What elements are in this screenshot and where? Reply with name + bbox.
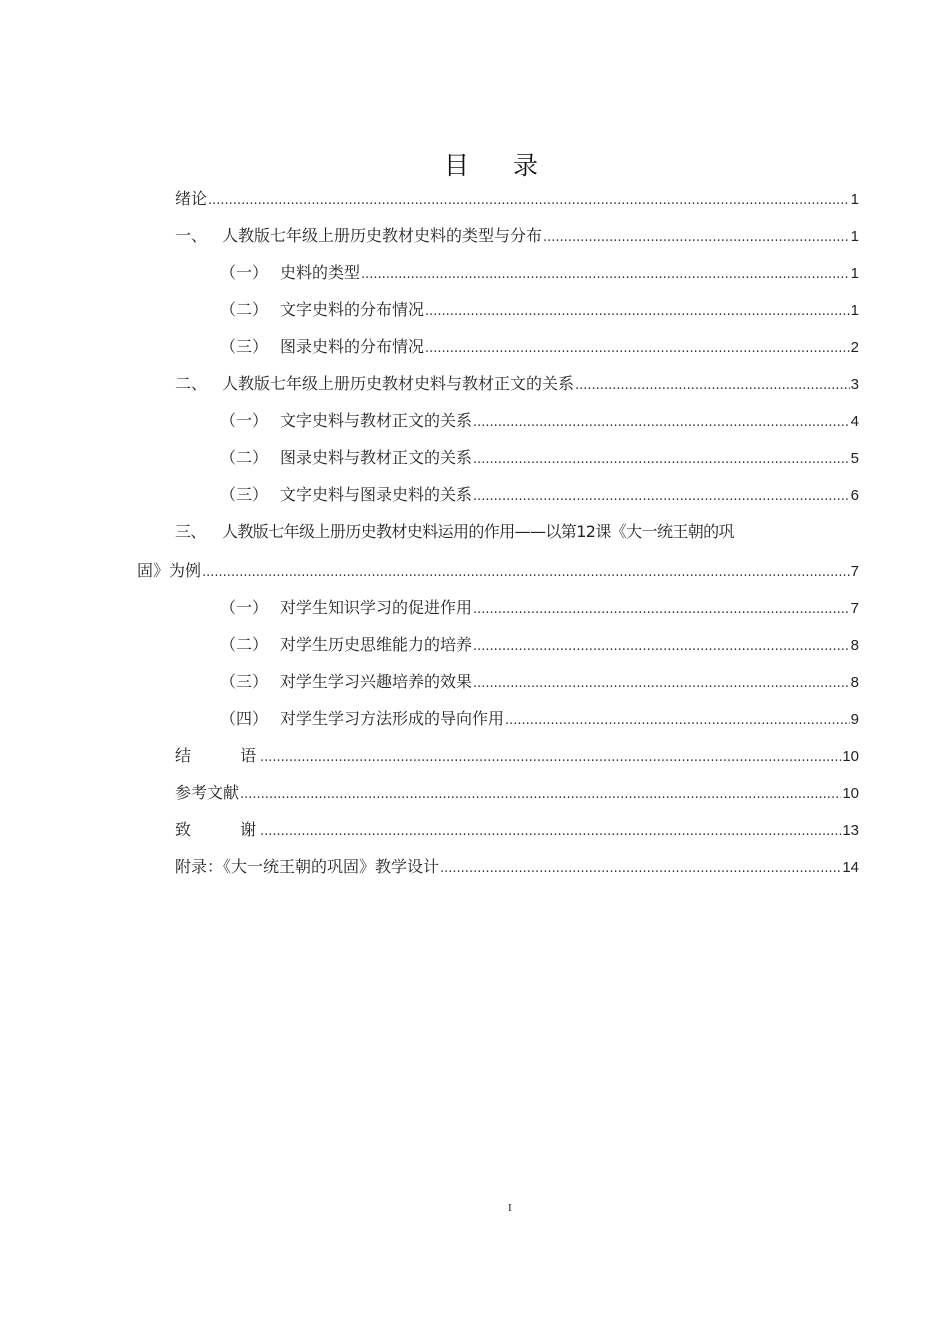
toc-entry[interactable] (137, 848, 859, 885)
toc-entry-text: 绪论 (175, 189, 208, 208)
toc-entry[interactable] (137, 589, 859, 626)
toc-entry-text: 参考文献 (175, 783, 240, 802)
toc-page-number: 8 (850, 637, 859, 654)
toc-page-number: 1 (850, 191, 859, 208)
toc-entry-prefix: （一） (220, 598, 269, 617)
toc-entry[interactable] (137, 774, 859, 811)
toc-entry-text: 人教版七年级上册历史教材史料运用的作用——以第12课《大一统王朝的巩 (222, 522, 734, 541)
toc-page-number: 5 (850, 450, 859, 467)
leader-dots (473, 663, 850, 702)
leader-dots (260, 737, 841, 776)
toc-entry-text: 附录：《大一统王朝的巩固》教学设计 (175, 857, 440, 876)
toc-entry[interactable] (137, 811, 859, 848)
toc-entry-text: 对学生学习方法形成的导向作用 (280, 709, 505, 728)
toc-entry-prefix: （三） (220, 337, 269, 356)
leader-dots (425, 291, 850, 330)
toc-entry-text: 对学生学习兴趣培养的效果 (280, 672, 473, 691)
toc-entry-text: 对学生历史思维能力的培养 (280, 635, 473, 654)
toc-entry-prefix: （二） (220, 300, 269, 319)
leader-dots (440, 848, 841, 887)
toc-entry-text: 史料的类型 (280, 263, 361, 282)
toc-entry[interactable] (137, 217, 859, 254)
leader-dots (473, 439, 850, 478)
leader-dots (240, 774, 841, 813)
toc-page-number: 10 (842, 748, 859, 765)
toc-page-number: 4 (850, 413, 859, 430)
toc-entry-text: 人教版七年级上册历史教材史料的类型与分布 (222, 226, 543, 245)
toc-page-number: 7 (850, 600, 859, 617)
leader-dots (473, 589, 850, 628)
toc-page-number: 3 (850, 376, 859, 393)
toc-page-number: 2 (850, 339, 859, 356)
toc-entry[interactable] (137, 180, 859, 217)
toc-entry-prefix: （三） (220, 672, 269, 691)
toc-page-number: 9 (850, 711, 859, 728)
toc-page-number: 14 (842, 859, 859, 876)
leader-dots (208, 180, 850, 219)
toc-entry[interactable] (137, 737, 859, 774)
toc-page-number: 6 (850, 487, 859, 504)
toc-entry[interactable] (137, 476, 859, 513)
leader-dots (473, 402, 850, 441)
toc-entry[interactable] (137, 439, 859, 476)
toc-entry[interactable] (137, 663, 859, 700)
toc-entry-prefix: 三、 (175, 522, 206, 541)
leader-dots (425, 328, 850, 367)
toc-title: 目 录 (444, 151, 556, 180)
toc-entry-prefix: （一） (220, 411, 269, 430)
leader-dots (473, 476, 850, 515)
toc-page-number: 8 (850, 674, 859, 691)
toc-entry-text: 图录史料的分布情况 (280, 337, 425, 356)
leader-dots (575, 365, 850, 404)
toc-entry-prefix: （一） (220, 263, 269, 282)
toc-entry-prefix: 一、 (175, 226, 208, 245)
toc-entry-text: 文字史料与教材正文的关系 (280, 411, 473, 430)
toc-entry-text: 致 谢 (175, 820, 279, 839)
leader-dots (505, 700, 850, 739)
toc-entry-prefix: （二） (220, 635, 269, 654)
toc-page-number: 7 (850, 563, 859, 580)
toc-entry[interactable] (137, 328, 859, 365)
toc-entry-text-continued: 固》为例 (137, 561, 202, 580)
toc-entry[interactable] (137, 365, 859, 402)
toc-entry[interactable] (137, 513, 859, 589)
toc-entry-text: 图录史料与教材正文的关系 (280, 448, 473, 467)
toc-entry[interactable] (137, 402, 859, 439)
footer-page-number: I (508, 1202, 512, 1214)
leader-dots (202, 552, 850, 591)
toc-entry-text: 文字史料的分布情况 (280, 300, 425, 319)
toc-page-number: 10 (842, 785, 859, 802)
toc-entry-text: 对学生知识学习的促进作用 (280, 598, 473, 617)
toc-entry[interactable] (137, 291, 859, 328)
toc-entry-prefix: 二、 (175, 374, 208, 393)
table-of-contents (137, 180, 859, 885)
leader-dots (473, 626, 850, 665)
toc-entry[interactable] (137, 254, 859, 291)
leader-dots (543, 217, 850, 256)
toc-entry-prefix: （三） (220, 485, 269, 504)
toc-entry-text: 文字史料与图录史料的关系 (280, 485, 473, 504)
leader-dots (260, 811, 841, 850)
leader-dots (361, 254, 850, 293)
toc-entry-text: 人教版七年级上册历史教材史料与教材正文的关系 (222, 374, 575, 393)
toc-entry-text: 结 语 (175, 746, 279, 765)
toc-entry[interactable] (137, 700, 859, 737)
toc-page-number: 13 (842, 822, 859, 839)
toc-page-number: 1 (850, 302, 859, 319)
toc-page-number: 1 (850, 265, 859, 282)
toc-entry[interactable] (137, 626, 859, 663)
toc-page-number: 1 (850, 228, 859, 245)
toc-entry-prefix: （四） (220, 709, 269, 728)
toc-entry-prefix: （二） (220, 448, 269, 467)
